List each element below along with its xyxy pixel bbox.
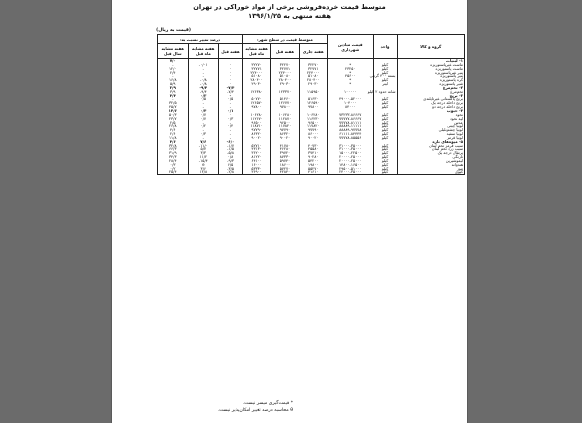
header-current-week: هفته جاری <box>299 44 327 59</box>
header-pct-prev-month: هفته مشابه ماه قبل <box>188 44 218 59</box>
document-title: متوسط قیمت خرده‌فروشی برخی از مواد خوراکی در تهران <box>193 3 386 11</box>
cell-cur: ۳۷۴۱۰ <box>299 151 327 155</box>
cell-cw: ۰/۳ <box>219 117 243 121</box>
cell-cw: ۰ <box>219 74 243 78</box>
cell-cm: ۱۵/۴- <box>188 159 218 163</box>
cell-cy: ۱۱/۸ <box>158 136 189 140</box>
cell-prev: ۵۹۷۴۰ <box>271 159 299 163</box>
cell-base: ۱۰۴۰۰۰ <box>327 101 373 105</box>
cell-cw: ۰ <box>219 71 243 75</box>
cell-cur: ۱۲۶۵۹۰ <box>299 101 327 105</box>
cell-item: نارنگی <box>397 155 464 159</box>
cell-cur: ۱۱۷۸۲۰ <box>299 124 327 128</box>
cell-item: ۳- برنج <box>397 94 464 98</box>
cell-unit: کیلو <box>373 124 397 128</box>
cell-prevm: ۱۶۰۰۰ <box>242 163 270 167</box>
cell-prev: ۴۶۲۸۰ <box>271 147 299 151</box>
cell-cur: ۸۶۰۰۰ <box>299 132 327 136</box>
cell-prevm: ۴۳۱۳۰ <box>242 147 270 151</box>
header-group: گروه و کالا <box>397 35 464 59</box>
cell-unit: کیلو <box>373 147 397 151</box>
cell-item: لوبیا چیتی <box>397 124 464 128</box>
cell-cm: ۰/۷ <box>188 113 218 117</box>
cell-item: پرتقال درجه یک <box>397 151 464 155</box>
cell-cw: ۱/۵- <box>219 147 243 151</box>
document-page <box>112 0 467 423</box>
cell-prevm: ۳۶۹۰۰ <box>242 170 270 174</box>
cell-unit: کیلو <box>373 113 397 117</box>
cell-unit: کیلو <box>373 155 397 159</box>
cell-cw: ۲/۸- <box>219 170 243 174</box>
cell-cm: ۰/۵ <box>188 97 218 101</box>
cell-prevm: ۳۶۲۰۰ <box>242 151 270 155</box>
cell-cur: ۵۱۰۸۰ <box>299 74 327 78</box>
cell-item: ماست غیرپاستوریزه <box>397 63 464 67</box>
cell-base: ۲۳۲۵۰ <box>327 67 373 71</box>
cell-item: برنج پاکستانی غیرتایلندی <box>397 97 464 101</box>
cell-cy: ۲۵/۴ <box>158 170 189 174</box>
cell-item: ۲- تخم‌مرغ <box>397 86 464 90</box>
cell-item: سیب زرد تخم لبنان <box>397 147 464 151</box>
cell-cm: - <box>188 101 218 105</box>
cell-base: * <box>327 78 373 82</box>
cell-item: سیب قرمز تخم لبنان <box>397 144 464 148</box>
cell-prev: ۱۸۶۰۰ <box>271 163 299 167</box>
cell-cw: - <box>219 136 243 140</box>
cell-unit: کیلو <box>373 170 397 174</box>
cell-cm: ۰/۲ <box>188 124 218 128</box>
cell-item: کیوی <box>397 170 464 174</box>
cell-cy: ۵۰/۳ <box>158 113 189 117</box>
cell-cw: ۰/۵ <box>219 97 243 101</box>
cell-cy: ۱۴/۶ <box>158 109 189 113</box>
cell-cur: ۵۱۶۳۰ <box>299 97 327 101</box>
cell-cw: ۰ <box>219 113 243 117</box>
cell-prevm: ۵۲۷۱۰ <box>242 144 270 148</box>
cell-base: ۷۷۷۷۸-۸۵۵۵۶ <box>327 136 373 140</box>
cell-cw: ۰ <box>219 67 243 71</box>
cell-prevm: ۱۱۲۶۷۰ <box>242 117 270 121</box>
cell-cy: ۲/۴ <box>158 71 189 75</box>
cell-cur: ۹۷۷۹۰ <box>299 128 327 132</box>
cell-cy: ۶۶/۳ <box>158 147 189 151</box>
cell-prev: ۸۷۳۳۰ <box>271 155 299 159</box>
cell-item: لوبیا سفید <box>397 132 464 136</box>
cell-cy: ۵/۹ <box>158 82 189 86</box>
header-prev-week: هفته قبل <box>271 44 299 59</box>
cell-item: لوبیا چشم‌بلبلی <box>397 128 464 132</box>
cell-cm: ۱۱/۰- <box>188 144 218 148</box>
cell-unit: کیلو <box>373 136 397 140</box>
cell-cy: ۳۱/۹ <box>158 151 189 155</box>
cell-cur: ۹۰۲۸۰ <box>299 155 327 159</box>
cell-unit: کیلو <box>373 144 397 148</box>
cell-prev: ۴۱۷۸۰ <box>271 144 299 148</box>
cell-item: لوبیا قرمز <box>397 136 464 140</box>
cell-cm: - <box>188 136 218 140</box>
cell-prevm: ۶۴۱۰۰ <box>242 159 270 163</box>
cell-cm: - <box>188 67 218 71</box>
cell-unit: کیلو <box>373 128 397 132</box>
cell-cm: ۱۲/۸ <box>188 170 218 174</box>
cell-cur: ۴۱۶۱۰ <box>299 170 327 174</box>
cell-unit: کیلو <box>373 132 397 136</box>
cell-cw: ۰ <box>219 78 243 82</box>
cell-cm: - <box>188 71 218 75</box>
cell-cw: - <box>219 105 243 109</box>
cell-cy: ۳۲/۵ <box>158 101 189 105</box>
cell-cm: - <box>188 74 218 78</box>
cell-unit: کیلو <box>373 105 397 109</box>
cell-cm: ۰/۸- <box>188 78 218 82</box>
cell-cm: ۵/۷ <box>188 147 218 151</box>
cell-item: نخود <box>397 113 464 117</box>
cell-cm: ۰/۰۱- <box>188 63 218 67</box>
cell-base: ۲۴۰۰۰-۳۵۰۰۰ <box>327 170 373 174</box>
cell-base: ۷۳۲۳۳-۸۶۶۶۷ <box>327 113 373 117</box>
cell-base: ۱۵۰۰۰-۲۲۵۰۰ <box>327 151 373 155</box>
cell-unit: کیلو <box>373 78 397 82</box>
cell-prevm: ۵۰۷۷۰ <box>242 97 270 101</box>
cell-cur: ۹۰۰۲۰ <box>299 136 327 140</box>
cell-base: ۳۱۰۰۰-۳۵۰۰۰ <box>327 144 373 148</box>
cell-prevm: ۱۲۶۳۸۰ <box>242 90 270 94</box>
cell-cy: ۴۵/۷ <box>158 105 189 109</box>
cell-cm: ۳/۶ <box>188 167 218 171</box>
cell-item: لیموشیرین <box>397 159 464 163</box>
cell-cw: ۷/۴- <box>219 90 243 94</box>
cell-cm: ۰/۳ <box>188 132 218 136</box>
cell-cw: ۰/۴ <box>219 124 243 128</box>
cell-cy: - <box>158 63 189 67</box>
cell-prev: ۱۲۶۷۷۰ <box>271 101 299 105</box>
cell-cy: - <box>158 97 189 101</box>
cell-item: تخم‌مرغ <box>397 90 464 94</box>
cell-prevm: ۲۹۰۳۰ <box>242 82 270 86</box>
cell-cur: ۹۶۵۰۰ <box>299 121 327 125</box>
cell-cw: ۰ <box>219 63 243 67</box>
cell-prevm: ۲۸۰۴۰۰ <box>242 78 270 82</box>
cell-cm: - <box>188 128 218 132</box>
cell-cy: ۲۳/۷ <box>158 117 189 121</box>
cell-base: ۶۱۱۱۱-۸۴۴۴۴ <box>327 132 373 136</box>
cell-prevm: ۳۲۷۷۱ <box>242 67 270 71</box>
cell-cy: ۱۲/۰ <box>158 67 189 71</box>
cell-prev: ۳۲۲۷۰ <box>271 63 299 67</box>
cell-cw: - <box>219 128 243 132</box>
cell-prevm: ۱۰۶۲۸۰ <box>242 113 270 117</box>
cell-cy: ۲۸/۴ <box>158 159 189 163</box>
cell-cur: ۱۹۸۰۰ <box>299 163 327 167</box>
footnotes <box>218 400 293 414</box>
cell-unit: کیلو <box>373 151 397 155</box>
cell-item: ۱- لبنیات <box>397 59 464 63</box>
cell-base: ۷۷۷۷۸-۸۱۱۱۱ <box>327 121 373 125</box>
cell-cy: - <box>158 74 189 78</box>
cell-cm: ۰/۸- <box>188 82 218 86</box>
cell-prevm: ۹۷۸۰۰ <box>242 105 270 109</box>
cell-cw: - <box>219 132 243 136</box>
cell-base: * <box>327 71 373 75</box>
cell-cw: - <box>219 101 243 105</box>
cell-cm: θ <box>188 163 218 167</box>
cell-cur: ۲۲۴۰۰۰ <box>299 71 327 75</box>
cell-prev: ۹۷۸۰۰ <box>271 105 299 109</box>
cell-unit: بسته ۴۰۰ گرمی <box>369 73 396 79</box>
cell-base: ۸۴۰۰۰ <box>327 105 373 109</box>
cell-cm: ۰/۷ <box>188 117 218 121</box>
cell-base: ۸۸۸۸۹-۱۱۱۱۱ <box>327 124 373 128</box>
cell-item: شیر پاستوریزه <box>397 82 464 86</box>
cell-unit: کیلو <box>373 121 397 125</box>
cell-unit: کیلو <box>373 163 397 167</box>
cell-base: * <box>327 82 373 86</box>
cell-cw: ۷/۴- <box>219 86 243 90</box>
header-avg-price: متوسط قیمت در سطح شهر: <box>242 35 327 44</box>
cell-cm: ۷/۶ <box>188 140 218 144</box>
cell-cm: ۰/۳ <box>188 94 218 98</box>
cell-unit: لیتر <box>373 82 397 86</box>
cell-cy: ۴/۴ <box>158 94 189 98</box>
cell-prev: ۹۷۷۹۰ <box>271 128 299 132</box>
cell-item: پنیر پاستوریزه <box>397 74 464 78</box>
cell-cur: ۴۰۷۳۰ <box>299 144 327 148</box>
cell-item: ماست پاستوریزه <box>397 67 464 71</box>
cell-unit: کیلو <box>373 71 397 75</box>
cell-cy: ۰/۳ <box>158 163 189 167</box>
cell-base: ۱۴۸۰۰-۱۶۵۰۰ <box>327 163 373 167</box>
cell-item: هندوانه <box>397 163 464 167</box>
cell-cy: ۲/۵ <box>158 121 189 125</box>
cell-prev: ۱۱۲۸۷۰ <box>271 117 299 121</box>
cell-prev: ۸۶۳۲۰ <box>271 132 299 136</box>
cell-item: موز <box>397 167 464 171</box>
cell-base: ۸۸۸۸۹-۹۷۷۷۸ <box>327 128 373 132</box>
cell-prev: ۲۸۰۴۰۰ <box>271 78 299 82</box>
cell-prevm: ۳۲۲۷۰ <box>242 63 270 67</box>
cell-unit: کیلو <box>373 67 397 71</box>
cell-cw: ۰ <box>219 82 243 86</box>
cell-cy: ۰/۲ <box>158 167 189 171</box>
cell-unit: کیلو <box>373 167 397 171</box>
cell-cw: - <box>219 121 243 125</box>
cell-prevm: ۸۱۲۲۰ <box>242 155 270 159</box>
table-row <box>158 170 465 174</box>
cell-prevm: ۹۷۷۹۰ <box>242 128 270 132</box>
cell-unit: کیلو <box>373 97 397 101</box>
cell-cur: ۱۰۶۲۸۰ <box>299 113 327 117</box>
cell-cur: ۵۵۲۷۰ <box>299 167 327 171</box>
header-unit: واحد <box>373 35 397 59</box>
cell-cur: ۱۱۶۲۳۰ <box>299 117 327 121</box>
cell-base: ۱۰۰۰۰۰ <box>327 90 373 94</box>
cell-item: برنج داخله درجه دو <box>397 105 464 109</box>
cell-cy: ۳/۹ <box>158 86 189 90</box>
cell-prevm: ۲۲۴۰۰۰ <box>242 71 270 75</box>
cell-prev: ۵۷۲۷۰ <box>271 167 299 171</box>
cell-base: ۲۰۰۰۰-۲۵۰۰۰ <box>327 155 373 159</box>
cell-prevm: ۸۶۳۲۰ <box>242 132 270 136</box>
cell-cur: ۹۷۸۰۰ <box>299 105 327 109</box>
cell-cw: ۰/۱ <box>219 109 243 113</box>
document-subtitle: هفته منتهی به ۱۳۹۶/۱/۲۵ <box>248 12 331 20</box>
cell-cw: ۶/۵ <box>219 163 243 167</box>
cell-cy: ۳۲/۸ <box>158 144 189 148</box>
cell-prevm: ۹۰۰۲۰ <box>242 136 270 140</box>
header-pct-prev-year: هفته مشابه سال قبل <box>158 44 189 59</box>
cell-base: ۲۹۵۰۰-۵۱۰۰۰ <box>327 167 373 171</box>
cell-base: * <box>327 63 373 67</box>
cell-prevm: ۱۱۸۷۱۰ <box>242 124 270 128</box>
cell-base: ۲۰۰۰۰-۲۵۰۰۰ <box>327 159 373 163</box>
cell-item: پنیر غیرپاستوریزه <box>397 71 464 75</box>
footnote-1: * قیمت‌گیری میسر نیست. <box>242 401 293 406</box>
cell-cm: - <box>188 105 218 109</box>
cell-cm: - <box>188 121 218 125</box>
cell-cm: ۹/۴- <box>188 86 218 90</box>
cell-item: کره پاستوریزه <box>397 78 464 82</box>
cell-prev: ۵۱۴۶۰ <box>271 97 299 101</box>
cell-unit: کیلو <box>373 63 397 67</box>
cell-unit: کیلو <box>373 117 397 121</box>
cell-unit: کیلو <box>373 101 397 105</box>
cell-cw: ۹/۳- <box>219 159 243 163</box>
cell-cw: - <box>219 94 243 98</box>
cell-prev: ۵۱۰۸۰ <box>271 74 299 78</box>
cell-cm: ۱۱/۲ <box>188 155 218 159</box>
cell-cy: ۴/۶ <box>158 128 189 132</box>
header-pct-change: درصد تغییر نسبت به: <box>158 35 243 44</box>
cell-prev: ۴۲۸۴۰ <box>271 170 299 174</box>
table-body <box>158 59 465 175</box>
cell-cm: ۹/۴- <box>188 90 218 94</box>
cell-prevm: ۵۳۳۳۰ <box>242 167 270 171</box>
cell-unit: کیلو <box>373 159 397 163</box>
cell-cur: ۳۲۷۷۱ <box>299 67 327 71</box>
cell-base: ۴۹۰۰۰-۵۲۰۰۰ <box>327 97 373 101</box>
cell-cm: ۳/۳ <box>188 151 218 155</box>
cell-item: عدس <box>397 121 464 125</box>
cell-cur: ۳۲۲۷۰ <box>299 63 327 67</box>
cell-prev: ۳۲۷۷۱ <box>271 67 299 71</box>
cell-item: لپه نخود <box>397 117 464 121</box>
cell-prev: ۲۹۰۳۰ <box>271 82 299 86</box>
cell-cy: ۳/۹ <box>158 90 189 94</box>
cell-prev: ۱۰۶۲۸۰ <box>271 113 299 117</box>
cell-cur: ۴۵۵۸۰ <box>299 147 327 151</box>
cell-cw: ۳/۵- <box>219 167 243 171</box>
cell-cy: ۲۶/۸ <box>158 124 189 128</box>
cell-cur: ۲۹۰۳۰ <box>299 82 327 86</box>
cell-unit: شانه حدود ۲ کیلو <box>367 88 396 94</box>
cell-prev: ۱۱۷۸۲۰ <box>271 124 299 128</box>
cell-prev: ۲۲۴۰۰۰ <box>271 71 299 75</box>
cell-cy: ۲/۶ <box>158 132 189 136</box>
cell-prev: ۹۶۵۰۰ <box>271 121 299 125</box>
header-same-week-prev-month: هفته مشابه ماه قبل <box>242 44 270 59</box>
cell-base: ۳۱۰۰۰-۳۵۰۰۰ <box>327 147 373 151</box>
cell-cy: ۷/۰ <box>158 59 189 63</box>
cell-prevm: ۱۲۶۵۷۰ <box>242 101 270 105</box>
header-base-price: قیمت مبادین شهرداری <box>327 35 373 59</box>
cell-prevm: ۹۶۵۰۰ <box>242 121 270 125</box>
unit-note: (قیمت به ریال) <box>156 28 191 33</box>
cell-cur: ۱۱۵۹۵۰ <box>299 90 327 94</box>
cell-cw: ۵/۸- <box>219 151 243 155</box>
cell-item: برنج داخله درجه یک <box>397 101 464 105</box>
cell-base: ۷۷۷۷۷-۸۶۶۶۷ <box>327 117 373 121</box>
footnote-2: θ محاسبه درصد تغییر امکان‌پذیر نیست. <box>217 408 293 413</box>
cell-cur: ۵۴۲۰۰ <box>299 159 327 163</box>
cell-cm: ۰/۴ <box>188 109 218 113</box>
cell-item: ۵- میوه‌های تازه <box>397 140 464 144</box>
header-pct-prev-week: هفته قبل <box>219 44 243 59</box>
cell-prev: ۳۹۷۲۰ <box>271 151 299 155</box>
cell-prevm: ۵۱۰۸۰ <box>242 74 270 78</box>
cell-prev: ۱۲۳۳۷۰ <box>271 90 299 94</box>
cell-cw: ۰/۸ <box>219 155 243 159</box>
cell-prev: ۹۰۰۲۰ <box>271 136 299 140</box>
price-table <box>157 34 465 175</box>
cell-cy: ۳۴/۳ <box>158 155 189 159</box>
cell-cy: ۱۶/۸ <box>158 78 189 82</box>
cell-cur: ۲۸۰۴۰۰ <box>299 78 327 82</box>
cell-item: ۴- حبوب <box>397 109 464 113</box>
cell-cw: ۶/۰- <box>219 140 243 144</box>
cell-cy: ۴/۶ <box>158 140 189 144</box>
cell-cw: ۱/۷- <box>219 144 243 148</box>
cell-base: ۴۵۶۰۰ <box>327 74 373 78</box>
